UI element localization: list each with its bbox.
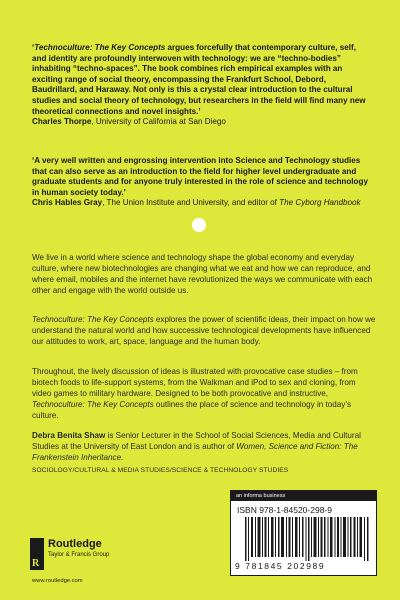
quote-1-attribution [32,117,372,128]
description-paragraph-1: We live in a world where science and technology shape the global economy and everyday culture, where new biotechnologies are changing what we eat and how we can reproduce, and where email, mobiles and the internet have revolutionized the ways we communicate with each other and engage with the world outside us. [32,253,373,295]
quote-1-book-title: Technoculture: The Key Concepts [34,43,166,52]
description-paragraph-2: Technoculture: The Key Concepts explores the power of scientific ideas, their impact on how we understand the natural world and how successive technological developments have influenced our attitudes to work, art, space, language and the human body. [32,315,376,346]
publisher-name: Routledge [48,538,102,550]
subject-category: SOCIOLOGY/CULTURAL & MEDIA STUDIES/SCIENCE & TECHNOLOGY STUDIES [32,467,289,474]
quote-2-author: Chris Hables Gray [32,198,103,208]
endorsement-quote-1 [32,43,372,128]
quote-2-affiliation: , The Union Institute and University, and editor of The Cyborg Handbook [102,198,361,208]
decorative-dot [192,218,206,232]
informa-banner: an informa business [231,491,376,501]
endorsement-quote-2 [32,156,372,209]
publisher-block [30,534,160,594]
barcode-bars-icon [245,517,370,561]
isbn-number: ISBN 978-1-84520-298-9 [237,505,332,515]
isbn-barcode [230,490,377,576]
quote-1-affiliation: , University of California at San Diego [91,117,226,127]
author-bio: Debra Benita Shaw is Senior Lecturer in the School of Social Sciences, Media and Cultural Studies at the University of East London and is author of Women, Science and Fiction: The Frankenstein Inheritance. [32,431,361,462]
publisher-group: Taylor & Francis Group [48,552,110,558]
quote-1-text: ‘Technoculture: The Key Concepts argues forcefully that contemporary culture, self, and identity are profoundly interwoven with technology: we are “techno-bodies” inhabiting “techno-spaces”. The book combines rich empirical examples with an exciting range of social theory, encompassing the Frankfurt School, Debord, Baudrillard, and Haraway. Not only is this a crystal clear introduction to the cultural studies and social theory of technology, but researchers in the field will find many new theoretical connections and novel insights.’ [32,43,366,116]
quote-1-author: Charles Thorpe [32,117,92,127]
publisher-url: www.routledge.com [32,578,83,584]
routledge-logo-icon: R [30,538,44,570]
description-paragraph-3: Throughout, the lively discussion of ideas is illustrated with provocative case studies – from biotech foods to life-support systems, from the Walkman and iPod to sex and cloning, from video games to military hardware. Designed to be both provocative and instructive, Technoculture: The Key Concepts outlines the place of science and technology in today’s culture. [32,367,358,420]
book-title: Technoculture: The Key Concepts [32,315,154,324]
quote-2-attribution [32,198,372,209]
quote-2-text: ‘A very well written and engrossing intervention into Science and Technology studies that can also serve as an introduction to the field for higher level undergraduate and graduate students and for anyone truly interested in the role of science and technology in human society today.’ [32,156,368,197]
barcode-digits: 9 781845 202989 [235,561,326,571]
author-name: Debra Benita Shaw [32,431,106,440]
